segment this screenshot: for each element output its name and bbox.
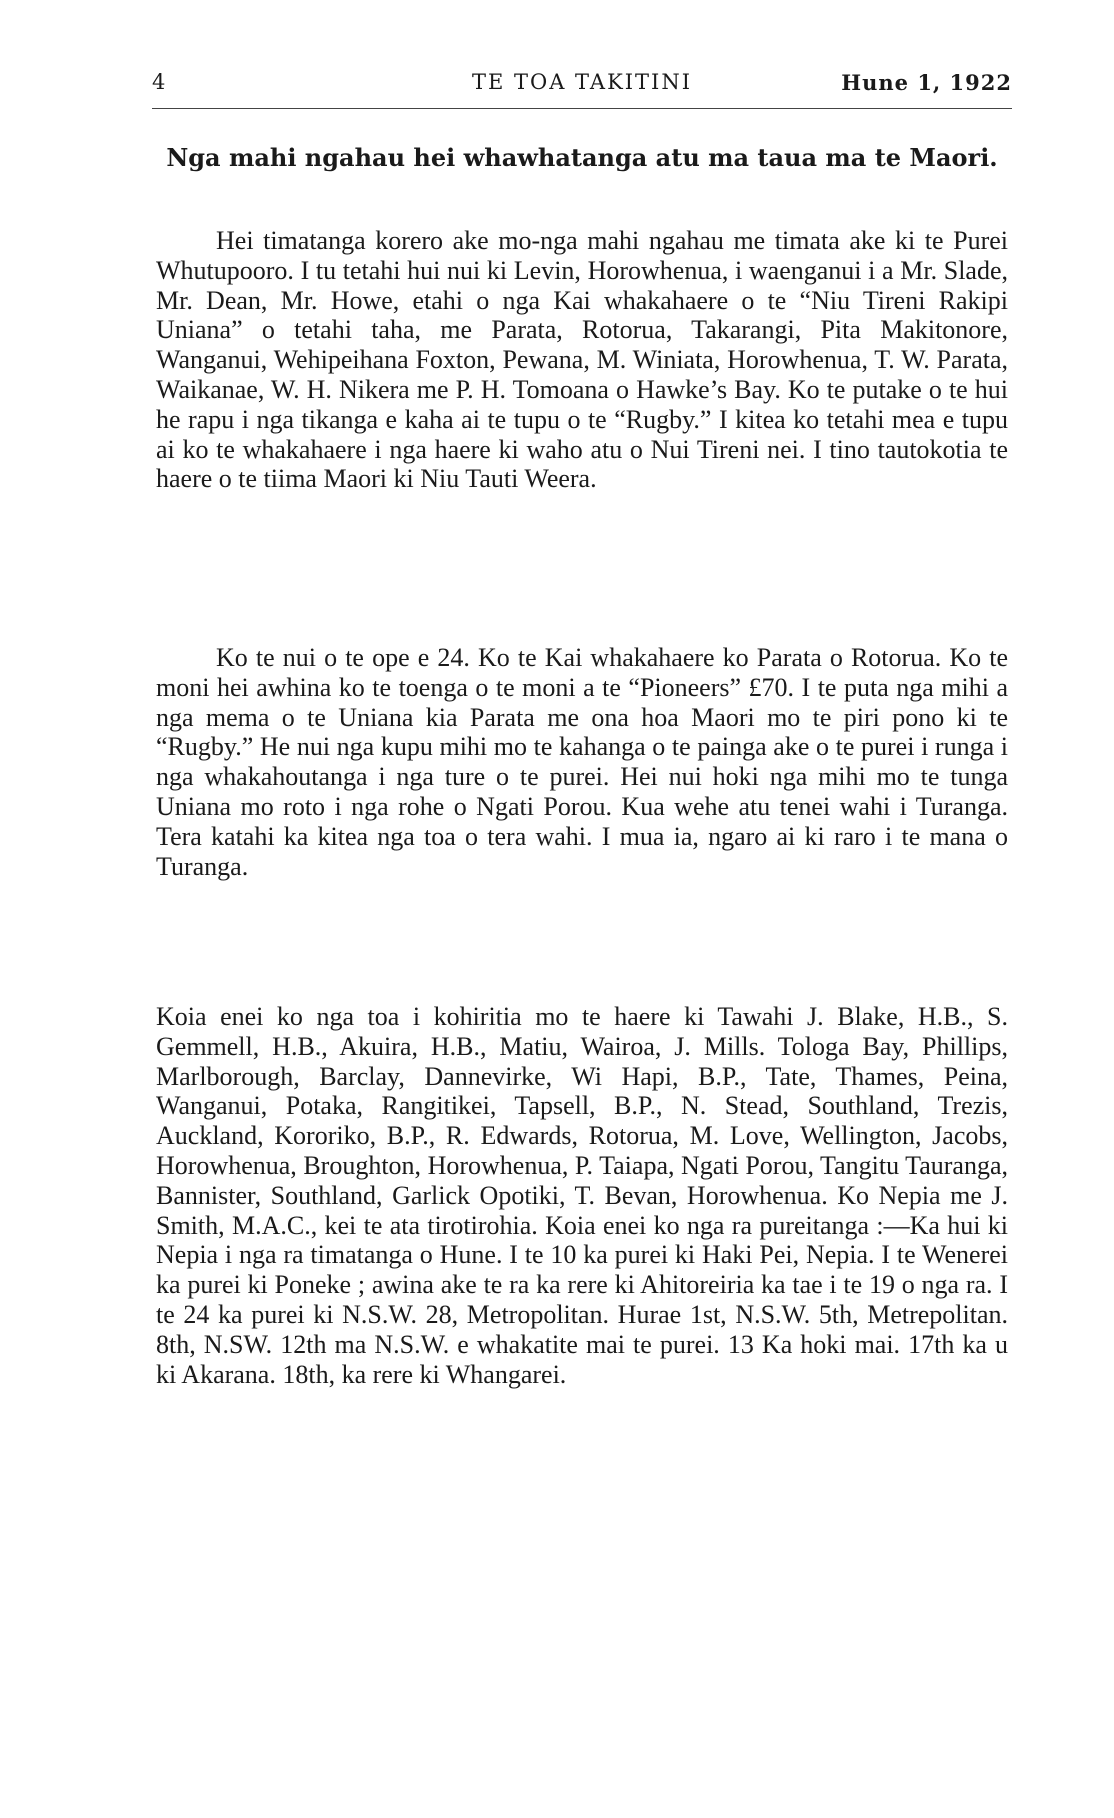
paragraph-2: Ko te nui o te ope e 24. Ko te Kai whakahaere ko Parata o Rotorua. Ko te moni hei awhina ko te toenga o te moni a te “Pioneers” £70. I te puta nga mihi a nga mema o te Uniana kia Parata me ona hoa Maori mo te piri pono ki te “Rugby.” He nui nga kupu mihi mo te kahanga o te painga ake o te purei i runga i nga whakahoutanga i nga ture o te purei. Hei nui hoki nga mihi mo te tunga Uniana mo roto i nga rohe o Ngati Porou. Kua wehe atu tenei wahi i Turanga. Tera katahi ka kitea nga toa o tera wahi. I mua ia, ngaro ai ki raro i te mana o Turanga. <box>156 643 1008 881</box>
article-heading: Nga mahi ngahau hei whawhatanga atu ma taua ma te Maori. <box>166 143 998 172</box>
paragraph-3: Koia enei ko nga toa i kohiritia mo te haere ki Tawahi J. Blake, H.B., S. Gemmell, H.B., Akuira, H.B., Matiu, Wairoa, J. Mills. Tologa Bay, Phillips, Marlborough, Barclay, Dannevirke, Wi Hapi, B.P., Tate, Thames, Peina, Wanganui, Potaka, Rangitikei, Tapsell, B.P., N. Stead, Southland, Trezis, Auckland, Kororiko, B.P., R. Edwards, Rotorua, M. Love, Wellington, Jacobs, Horowhenua, Broughton, Horowhenua, P. Taiapa, Ngati Porou, Tangitu Tauranga, Bannister, Southland, Garlick Opotiki, T. Bevan, Horowhenua. Ko Nepia me J. Smith, M.A.C., kei te ata tirotirohia. Koia enei ko nga ra pureitanga :—Ka hui ki Nepia i nga ra timatanga o Hune. I te 10 ka purei ki Haki Pei, Nepia. I te Wenerei ka purei ki Poneke ; awina ake te ra ka rere ki Ahitoreiria ka tae i te 19 o nga ra. I te 24 ka purei ki N.S.W. 28, Metropolitan. Hurae 1st, N.S.W. 5th, Metrepolitan. 8th, N.SW. 12th ma N.S.W. e whakatite mai te purei. 13 Ka hoki mai. 17th ka u ki Akarana. 18th, ka rere ki Whangarei. <box>156 1002 1008 1389</box>
page-number: 4 <box>152 70 167 94</box>
publication-title: TE TOA TAKITINI <box>471 70 693 94</box>
header-rule <box>152 108 1012 109</box>
issue-date: Hune 1, 1922 <box>841 70 1012 95</box>
page-header <box>152 70 1012 106</box>
paragraph-1: Hei timatanga korero ake mo-nga mahi ngahau me timata ake ki te Purei Whutupooro. I tu tetahi hui nui ki Levin, Horowhenua, i waenganui i a Mr. Slade, Mr. Dean, Mr. Howe, etahi o nga Kai whakahaere o te “Niu Tireni Rakipi Uniana” o tetahi taha, me Parata, Rotorua, Takarangi, Pita Makitonore, Wanganui, Wehipeihana Foxton, Pewana, M. Winiata, Horowhenua, T. W. Parata, Waikanae, W. H. Nikera me P. H. Tomoana o Hawke’s Bay. Ko te putake o te hui he rapu i nga tikanga e kaha ai te tupu o te “Rugby.” I kitea ko tetahi mea e tupu ai ko te whakahaere i nga haere ki waho atu o Nui Tireni nei. I tino tautokotia te haere o te tiima Maori ki Niu Tauti Weera. <box>156 226 1008 494</box>
